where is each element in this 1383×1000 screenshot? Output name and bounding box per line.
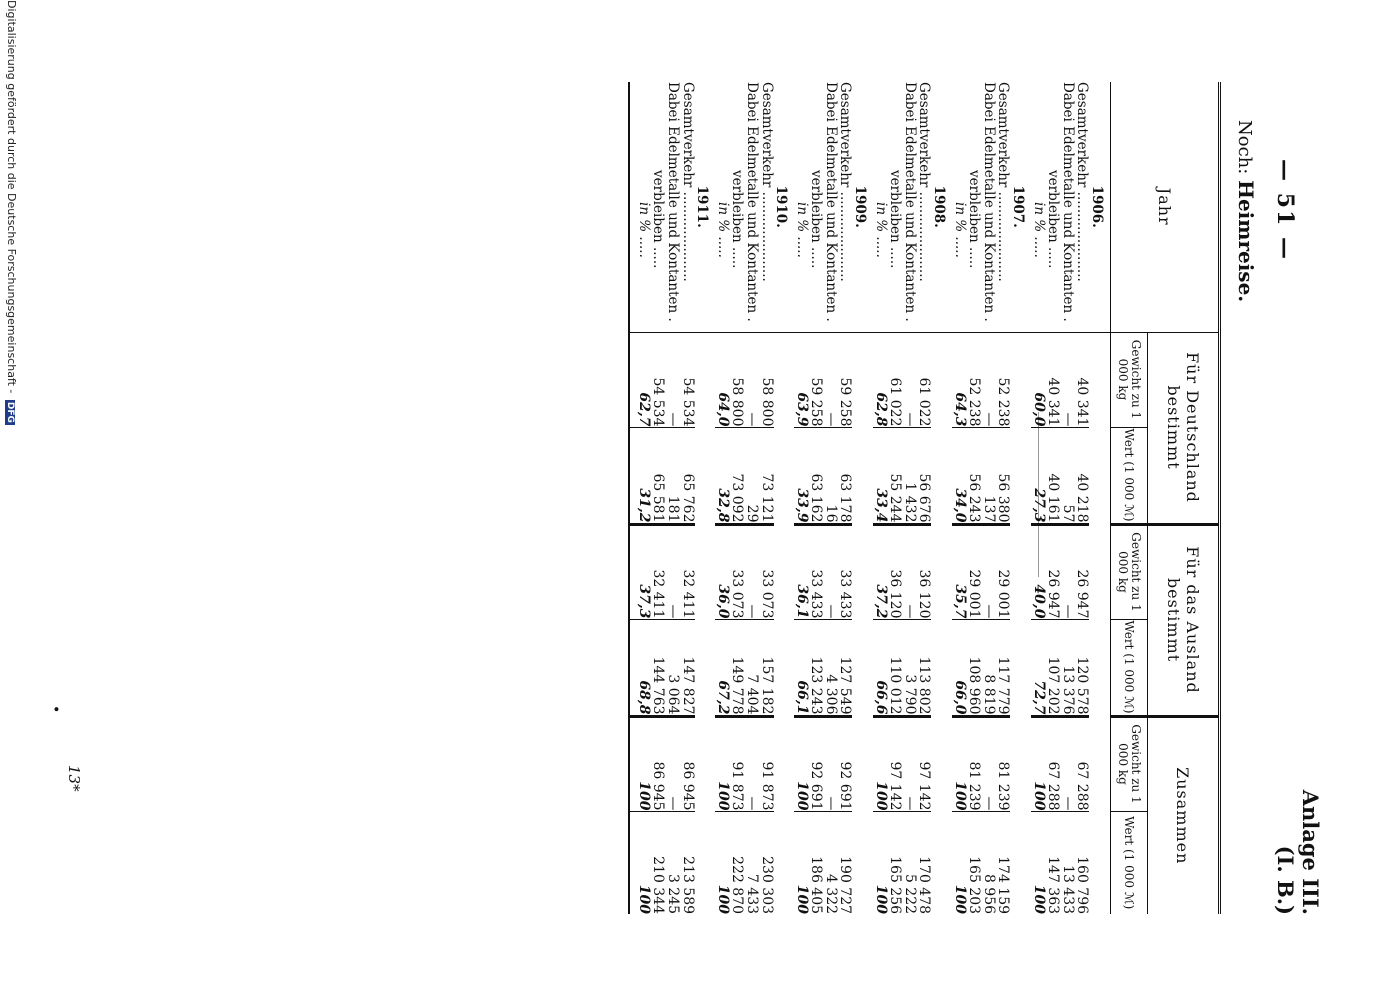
table-cell: 40 341 xyxy=(1046,332,1061,427)
table-row xyxy=(680,82,695,914)
year-row xyxy=(931,82,952,914)
table-cell: — xyxy=(902,332,917,427)
row-label: Gesamtverkehr ..................... xyxy=(679,82,696,282)
year-row xyxy=(1010,82,1031,914)
table-row xyxy=(651,82,666,914)
table-cell: 67 288 xyxy=(1075,716,1090,811)
table-cell: 58 800 xyxy=(730,332,745,427)
percent-row xyxy=(952,82,967,914)
table-row xyxy=(823,82,838,914)
table-cell: 54 534 xyxy=(680,332,695,427)
table-row xyxy=(1046,82,1061,914)
table-cell: 1 432 xyxy=(902,427,917,524)
table-cell: 67 288 xyxy=(1046,716,1061,811)
table-cell: 92 691 xyxy=(838,716,853,811)
table-cell: 160 796 xyxy=(1075,811,1090,914)
page-subtitle xyxy=(1234,120,1258,303)
unit-value: Wert (1 000 ℳ) xyxy=(1111,427,1148,524)
table-cell: 97 142 xyxy=(888,716,903,811)
table-cell: 36,1 xyxy=(794,524,809,619)
table-cell: 32,8 xyxy=(715,427,730,524)
row-label: Dabei Edelmetalle und Kontanten . xyxy=(980,82,997,322)
row-label: in % ..... xyxy=(1030,202,1047,258)
row-label: in % ..... xyxy=(714,202,731,258)
year-spacer xyxy=(1089,332,1110,914)
row-label: verbleiben ..... xyxy=(1045,170,1062,269)
table-cell: 190 727 xyxy=(838,811,853,914)
table-cell: 62,7 xyxy=(636,332,651,427)
table-cell: 100 xyxy=(873,811,888,914)
table-row xyxy=(1075,82,1090,914)
table-cell: 40 161 xyxy=(1046,427,1061,524)
row-label: Gesamtverkehr ..................... xyxy=(1074,82,1091,282)
table-cell: — xyxy=(1060,524,1075,619)
table-cell: 63,9 xyxy=(794,332,809,427)
table-cell: 100 xyxy=(873,716,888,811)
table-cell: 59 258 xyxy=(838,332,853,427)
table-cell: 222 870 xyxy=(730,811,745,914)
table-cell: 56 243 xyxy=(967,427,982,524)
row-label: Dabei Edelmetalle und Kontanten . xyxy=(743,82,760,322)
table-cell: 7 404 xyxy=(744,619,759,716)
table-cell: 61 022 xyxy=(917,332,932,427)
table-cell: 97 142 xyxy=(917,716,932,811)
table-cell: 100 xyxy=(636,811,651,914)
table-cell: 92 691 xyxy=(809,716,824,811)
table-cell: — xyxy=(981,716,996,811)
table-cell: 26 947 xyxy=(1046,524,1061,619)
table-cell: 4 306 xyxy=(823,619,838,716)
table-cell: 67,2 xyxy=(715,619,730,716)
year-row xyxy=(774,82,795,914)
table-cell: 165 203 xyxy=(967,811,982,914)
table-cell: 107 202 xyxy=(1046,619,1061,716)
row-label: Dabei Edelmetalle und Kontanten . xyxy=(822,82,839,322)
table-cell: 73 092 xyxy=(730,427,745,524)
table-cell: 4 322 xyxy=(823,811,838,914)
year-row xyxy=(1089,82,1110,914)
print-dot: • xyxy=(47,705,63,714)
row-label: Gesamtverkehr ..................... xyxy=(758,82,775,282)
table-cell: 68,8 xyxy=(636,619,651,716)
annex-line-1: Anlage III. xyxy=(1298,789,1323,915)
year-label: 1911. xyxy=(694,185,711,228)
table-row xyxy=(1060,82,1075,914)
table-cell: 100 xyxy=(636,716,651,811)
subtitle-prefix: Noch: xyxy=(1234,120,1255,175)
table-cell: 36,0 xyxy=(715,524,730,619)
table-cell: 31,2 xyxy=(636,427,651,524)
row-label: verbleiben ..... xyxy=(729,170,746,269)
table-cell: — xyxy=(902,524,917,619)
table-cell: 100 xyxy=(715,811,730,914)
table-cell: 73 121 xyxy=(759,427,774,524)
row-label: Gesamtverkehr ..................... xyxy=(995,82,1012,282)
table-cell: 8 819 xyxy=(981,619,996,716)
table-cell: 61 022 xyxy=(888,332,903,427)
table-cell: 40 218 xyxy=(1075,427,1090,524)
table-cell: 170 478 xyxy=(917,811,932,914)
table-cell: 16 xyxy=(823,427,838,524)
year-spacer xyxy=(774,332,795,914)
table-cell: 37,2 xyxy=(873,524,888,619)
table-cell: 33,4 xyxy=(873,427,888,524)
table-row xyxy=(838,82,853,914)
percent-row xyxy=(873,82,888,914)
annex-label xyxy=(1273,690,1323,915)
table-cell: — xyxy=(902,716,917,811)
credit-text: Digitalisierung gefördert durch die Deutsche Forschungsgemeinschaft - xyxy=(5,0,18,394)
table-cell: 35,7 xyxy=(952,524,967,619)
table-cell: — xyxy=(823,524,838,619)
table-cell: 64,3 xyxy=(952,332,967,427)
table-cell: 66,1 xyxy=(794,619,809,716)
row-label: verbleiben ..... xyxy=(966,170,983,269)
table-cell: 54 534 xyxy=(651,332,666,427)
table-cell: 91 873 xyxy=(759,716,774,811)
table-cell: — xyxy=(744,332,759,427)
year-spacer xyxy=(1010,332,1031,914)
row-label: Gesamtverkehr ..................... xyxy=(916,82,933,282)
table-cell: 181 xyxy=(665,427,680,524)
statistics-table xyxy=(628,82,1218,914)
table-row xyxy=(902,82,917,914)
table-cell: 137 xyxy=(981,427,996,524)
table-cell: 91 873 xyxy=(730,716,745,811)
table-cell: 210 344 xyxy=(651,811,666,914)
table-cell: 29 001 xyxy=(996,524,1011,619)
row-label: Dabei Edelmetalle und Kontanten . xyxy=(1059,82,1076,322)
col-header-year: Jahr xyxy=(1111,82,1219,332)
table-cell: 147 363 xyxy=(1046,811,1061,914)
table-body xyxy=(629,82,1110,914)
row-label: Dabei Edelmetalle und Kontanten . xyxy=(664,82,681,322)
unit-value: Wert (1 000 ℳ) xyxy=(1111,619,1148,716)
table-cell: — xyxy=(665,716,680,811)
year-spacer xyxy=(853,332,874,914)
table-cell: 120 578 xyxy=(1075,619,1090,716)
row-label: in % ..... xyxy=(951,202,968,258)
table-cell: 127 549 xyxy=(838,619,853,716)
table-cell: 60,0 xyxy=(1031,332,1046,427)
row-label: in % ..... xyxy=(635,202,652,258)
table-cell: — xyxy=(823,332,838,427)
unit-value: Wert (1 000 ℳ) xyxy=(1111,811,1148,914)
table-cell: — xyxy=(1060,332,1075,427)
year-label: 1907. xyxy=(1010,185,1027,228)
table-cell: 3 064 xyxy=(665,619,680,716)
year-label: 1908. xyxy=(931,185,948,228)
table-cell: 157 182 xyxy=(759,619,774,716)
annex-line-2: (I. B.) xyxy=(1273,845,1298,915)
table-cell: 144 763 xyxy=(651,619,666,716)
table-cell: 64,0 xyxy=(715,332,730,427)
table-row xyxy=(888,82,903,914)
year-spacer xyxy=(695,332,716,914)
table-cell: — xyxy=(744,524,759,619)
table-cell: — xyxy=(1060,716,1075,811)
digitization-credit xyxy=(5,0,18,425)
table-cell: — xyxy=(744,716,759,811)
table-cell: 100 xyxy=(952,811,967,914)
table-cell: 59 258 xyxy=(809,332,824,427)
row-label: verbleiben ..... xyxy=(887,170,904,269)
table-cell: 56 380 xyxy=(996,427,1011,524)
table-cell: 13 376 xyxy=(1060,619,1075,716)
table-cell: 100 xyxy=(952,716,967,811)
table-cell: 147 827 xyxy=(680,619,695,716)
table-row xyxy=(981,82,996,914)
table-cell: 26 947 xyxy=(1075,524,1090,619)
row-label: verbleiben ..... xyxy=(650,170,667,269)
table-row xyxy=(917,82,932,914)
year-row xyxy=(853,82,874,914)
table-cell: 8 956 xyxy=(981,811,996,914)
year-row xyxy=(695,82,716,914)
table-cell: 108 960 xyxy=(967,619,982,716)
table-cell: — xyxy=(981,524,996,619)
table-cell: 33 073 xyxy=(730,524,745,619)
table-cell: 3 790 xyxy=(902,619,917,716)
year-label: 1906. xyxy=(1089,185,1105,228)
table-cell: 86 945 xyxy=(651,716,666,811)
table-row xyxy=(809,82,824,914)
table-cell: 230 303 xyxy=(759,811,774,914)
col-group-total: Zusammen xyxy=(1148,716,1219,914)
year-spacer xyxy=(931,332,952,914)
table-cell: 86 945 xyxy=(680,716,695,811)
table-cell: 62,8 xyxy=(873,332,888,427)
row-label: Gesamtverkehr ..................... xyxy=(837,82,854,282)
table-cell: 81 239 xyxy=(967,716,982,811)
table-cell: 52 238 xyxy=(967,332,982,427)
table-cell: 7 433 xyxy=(744,811,759,914)
row-label: in % ..... xyxy=(793,202,810,258)
table-cell: 5 222 xyxy=(902,811,917,914)
table-cell: — xyxy=(981,332,996,427)
table-cell: 123 243 xyxy=(809,619,824,716)
table-cell: — xyxy=(665,524,680,619)
table-cell: 186 405 xyxy=(809,811,824,914)
table-cell: 13 433 xyxy=(1060,811,1075,914)
table-cell: 72,7 xyxy=(1031,619,1046,716)
table-cell: 65 581 xyxy=(651,427,666,524)
table-cell: 40 341 xyxy=(1075,332,1090,427)
table-row xyxy=(665,82,680,914)
table-cell: 65 762 xyxy=(680,427,695,524)
unit-weight: Gewicht zu 1 000 kg xyxy=(1111,332,1148,427)
page-number: — 51 — xyxy=(1272,159,1298,261)
percent-row xyxy=(1031,82,1046,914)
table-row xyxy=(967,82,982,914)
table-cell: 32 411 xyxy=(680,524,695,619)
table-row xyxy=(996,82,1011,914)
table-cell: 58 800 xyxy=(759,332,774,427)
table-cell: 63 178 xyxy=(838,427,853,524)
table-cell: 117 779 xyxy=(996,619,1011,716)
col-group-germany: Für Deutschland bestimmt xyxy=(1148,332,1219,524)
dfg-logo: DFG xyxy=(5,401,15,423)
percent-row xyxy=(794,82,809,914)
table-cell: 57 xyxy=(1060,427,1075,524)
table-cell: 36 120 xyxy=(888,524,903,619)
col-group-abroad: Für das Ausland bestimmt xyxy=(1148,524,1219,716)
table-cell: 32 411 xyxy=(651,524,666,619)
table-cell: 100 xyxy=(1031,716,1046,811)
table-cell: 113 802 xyxy=(917,619,932,716)
table-cell: 165 256 xyxy=(888,811,903,914)
row-label: in % ..... xyxy=(872,202,889,258)
table-cell: 149 778 xyxy=(730,619,745,716)
table-cell: 100 xyxy=(794,716,809,811)
table-cell: 33 073 xyxy=(759,524,774,619)
table-cell: 33 433 xyxy=(838,524,853,619)
table-cell: 100 xyxy=(715,716,730,811)
table-cell: 55 244 xyxy=(888,427,903,524)
row-label: Dabei Edelmetalle und Kontanten . xyxy=(901,82,918,322)
table-row xyxy=(759,82,774,914)
table-cell: 100 xyxy=(794,811,809,914)
table-cell: 174 159 xyxy=(996,811,1011,914)
table-cell: 27,3 xyxy=(1031,427,1046,524)
table-cell: 33,9 xyxy=(794,427,809,524)
table-cell: 34,0 xyxy=(952,427,967,524)
table-cell: 3 245 xyxy=(665,811,680,914)
unit-weight: Gewicht zu 1 000 kg xyxy=(1111,716,1148,811)
table-row xyxy=(744,82,759,914)
table-cell: — xyxy=(665,332,680,427)
table-cell: 29 xyxy=(744,427,759,524)
unit-weight: Gewicht zu 1 000 kg xyxy=(1111,524,1148,619)
table-cell: 63 162 xyxy=(809,427,824,524)
table-cell: 100 xyxy=(1031,811,1046,914)
subtitle-main: Heimreise. xyxy=(1234,180,1258,303)
table-cell: 29 001 xyxy=(967,524,982,619)
row-label: verbleiben ..... xyxy=(808,170,825,269)
table-cell: — xyxy=(823,716,838,811)
table-cell: 40,0 xyxy=(1031,524,1046,619)
year-label: 1910. xyxy=(773,185,790,228)
percent-row xyxy=(715,82,730,914)
table-cell: 81 239 xyxy=(996,716,1011,811)
table-cell: 33 433 xyxy=(809,524,824,619)
table-cell: 110 012 xyxy=(888,619,903,716)
table-cell: 66,6 xyxy=(873,619,888,716)
table-cell: 37,3 xyxy=(636,524,651,619)
table-cell: 36 120 xyxy=(917,524,932,619)
table-row xyxy=(730,82,745,914)
sheet-signature: 13* xyxy=(65,765,83,792)
table-cell: 52 238 xyxy=(996,332,1011,427)
table-cell: 213 589 xyxy=(680,811,695,914)
percent-row xyxy=(636,82,651,914)
table-cell: 56 676 xyxy=(917,427,932,524)
year-label: 1909. xyxy=(852,185,869,228)
table-cell: 66,0 xyxy=(952,619,967,716)
